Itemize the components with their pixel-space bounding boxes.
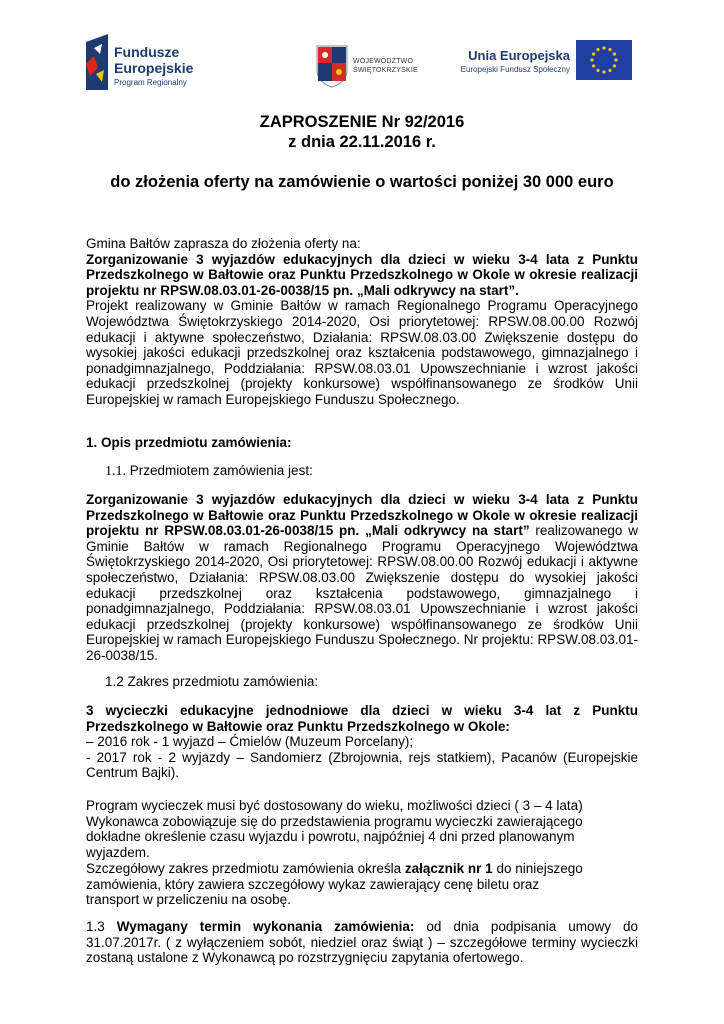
subtitle: do złożenia oferty na zamówienie o wartości poniżej 30 000 euro — [110, 173, 614, 191]
trip-2: - 2017 rok - 2 wyjazdy – Sandomierz (Zbrojownia, rejs statkiem), Pacanów (Europejskie Centrum Bajki). — [86, 749, 638, 781]
term-block — [86, 919, 638, 966]
ue-text-1: Unia Europejska — [468, 48, 570, 63]
ue-text-2: Europejski Fundusz Społeczny — [460, 65, 570, 74]
coat-of-arms-icon — [315, 44, 349, 88]
subsection-1-2-label: 1.2 Zakres przedmiotu zamówienia: — [105, 674, 319, 689]
fe-text-1: Fundusze — [114, 44, 180, 60]
intro-lead: Gmina Bałtów zaprasza do złożenia oferty na: — [86, 236, 361, 251]
section-1-heading: 1. Opis przedmiotu zamówienia: — [86, 435, 292, 450]
program-line-2: Wykonawca zobowiązuje się do przedstawienia programu wycieczki zawierającego dokładne określenie czasu wyjazdu i powrotu, najpóźniej 4 dni przed planowanym wyjazdem. — [86, 813, 583, 860]
funds-logo-icon — [86, 34, 108, 90]
subsection-1-1-text: realizowanego w Gminie Bałtów w ramach Regionalnego Programu Operacyjnego Województwa Świętokrzyskiego 2014-2020, Osi priorytetowej: RPSW.08.00.00 Rozwój edukacji i aktywne społeczeństwo, Działania: RPSW.08.03.00 Zwiększenie dostępu do wysokiej jakości edukacji przedszkolnej oraz kształcenia podstawowego, gimnazjalnego i ponadgimnazjalnego, Poddziałania: RPSW.08.03.01 Upowszechnianie i wzrost jakości edukacji przedszkolnej (projekty konkursowe) współfinansowanego ze środków Unii Europejskiej w ramach Europejskiego Funduszu Społecznego. Nr projektu: RPSW.08.03.01-26-0038/15. — [86, 523, 639, 663]
trips-block — [86, 703, 638, 781]
intro-bold: Zorganizowanie 3 wyjazdów edukacyjnych dla dzieci w wieku 3-4 lata z Punktu Przedszkolnego w Bałtowie oraz Punktu Przedszkolnego w Okole w okresie realizacji projektu nr RPSW.08.03.01-26-0038/15 pn. „Mali odkrywcy na start”. — [86, 251, 638, 298]
fe-text-3: Program Regionalny — [114, 78, 187, 87]
sw-text-1: WOJEWÓDZTWO — [353, 58, 414, 65]
title-line-2: z dnia 22.11.2016 r. — [288, 133, 436, 151]
details-block — [86, 861, 586, 908]
term-number: 1.3 — [86, 919, 117, 934]
program-line-1: Program wycieczek musi być dostosowany do wieku, możliwości dzieci ( 3 – 4 lata) — [86, 798, 583, 813]
subsection-1-1-bold: Zorganizowanie 3 wyjazdów edukacyjnych dla dzieci w wieku 3-4 lata z Punktu Przedszkolnego w Bałtowie oraz Punktu Przedszkolnego w Okole w okresie realizacji projektu nr RPSW.08.03.01-26-0038/15 pn. „Mali odkrywcy na start” — [86, 492, 638, 539]
intro-block — [86, 236, 638, 408]
term-bold: Wymagany termin wykonania zamówienia: — [116, 919, 415, 934]
subsection-1-1-body — [86, 492, 638, 664]
fundusze-europejskie-logo — [86, 34, 196, 90]
subsection-1-1-number: 1.1. — [105, 464, 126, 479]
eu-flag-icon — [576, 40, 632, 80]
intro-text: Projekt realizowany w Gminie Bałtów w ramach Regionalnego Programu Operacyjnego Województwa Świętokrzyskiego 2014-2020, Osi priorytetowej: RPSW.08.00.00 Rozwój edukacji i aktywne społeczeństwo, Działania: RPSW.08.03.00 Zwiększenie dostępu do wysokiej jakości edukacji przedszkolnej oraz kształcenia podstawowego, gimnazjalnego i ponadgimnazjalnego, Poddziałania: RPSW.08.03.01 Upowszechnianie i wzrost jakości edukacji przedszkolnej (projekty konkursowe) współfinansowanego ze środków Unii Europejskiej w ramach Europejskiego Funduszu Społecznego. — [86, 298, 638, 407]
sw-text-2: ŚWIĘTOKRZYSKIE — [353, 67, 418, 74]
fe-text-2: Europejskie — [114, 60, 194, 76]
details-text-b: do niniejszego zamówienia, który zawiera szczegółowy wykaz zawierający cenę biletu oraz transport w przeliczeniu na osobę. — [86, 861, 583, 908]
program-block — [86, 798, 638, 860]
unia-europejska-logo — [457, 40, 632, 82]
subsection-1-1 — [86, 463, 657, 480]
trips-bold: 3 wycieczki edukacyjne jednodniowe dla dzieci w wieku 3-4 lat z Punktu Przedszkolnego w Bałtowie oraz Punktu Przedszkolnego w Okole: — [86, 703, 638, 734]
logo-bar — [0, 30, 724, 90]
swietokrzyskie-logo — [315, 44, 425, 90]
trip-1: – 2016 rok - 1 wyjazd – Ćmielów (Muzeum Porcelany); — [86, 734, 414, 750]
details-bold: załącznik nr 1 — [404, 861, 493, 876]
details-text-a: Szczegółowy zakres przedmiotu zamówienia określa — [86, 861, 405, 876]
term-text: od dnia podpisania umowy do 31.07.2017r. ( z wyłączeniem sobót, niedziel oraz świąt ) – szczegółowe terminy wycieczki zostaną ustalone z Wykonawcą po rozstrzygnięciu zapytania ofertowego. — [86, 919, 638, 966]
title-line-1: ZAPROSZENIE Nr 92/2016 — [259, 113, 465, 131]
subsection-1-1-label: Przedmiotem zamówienia jest: — [126, 463, 313, 478]
